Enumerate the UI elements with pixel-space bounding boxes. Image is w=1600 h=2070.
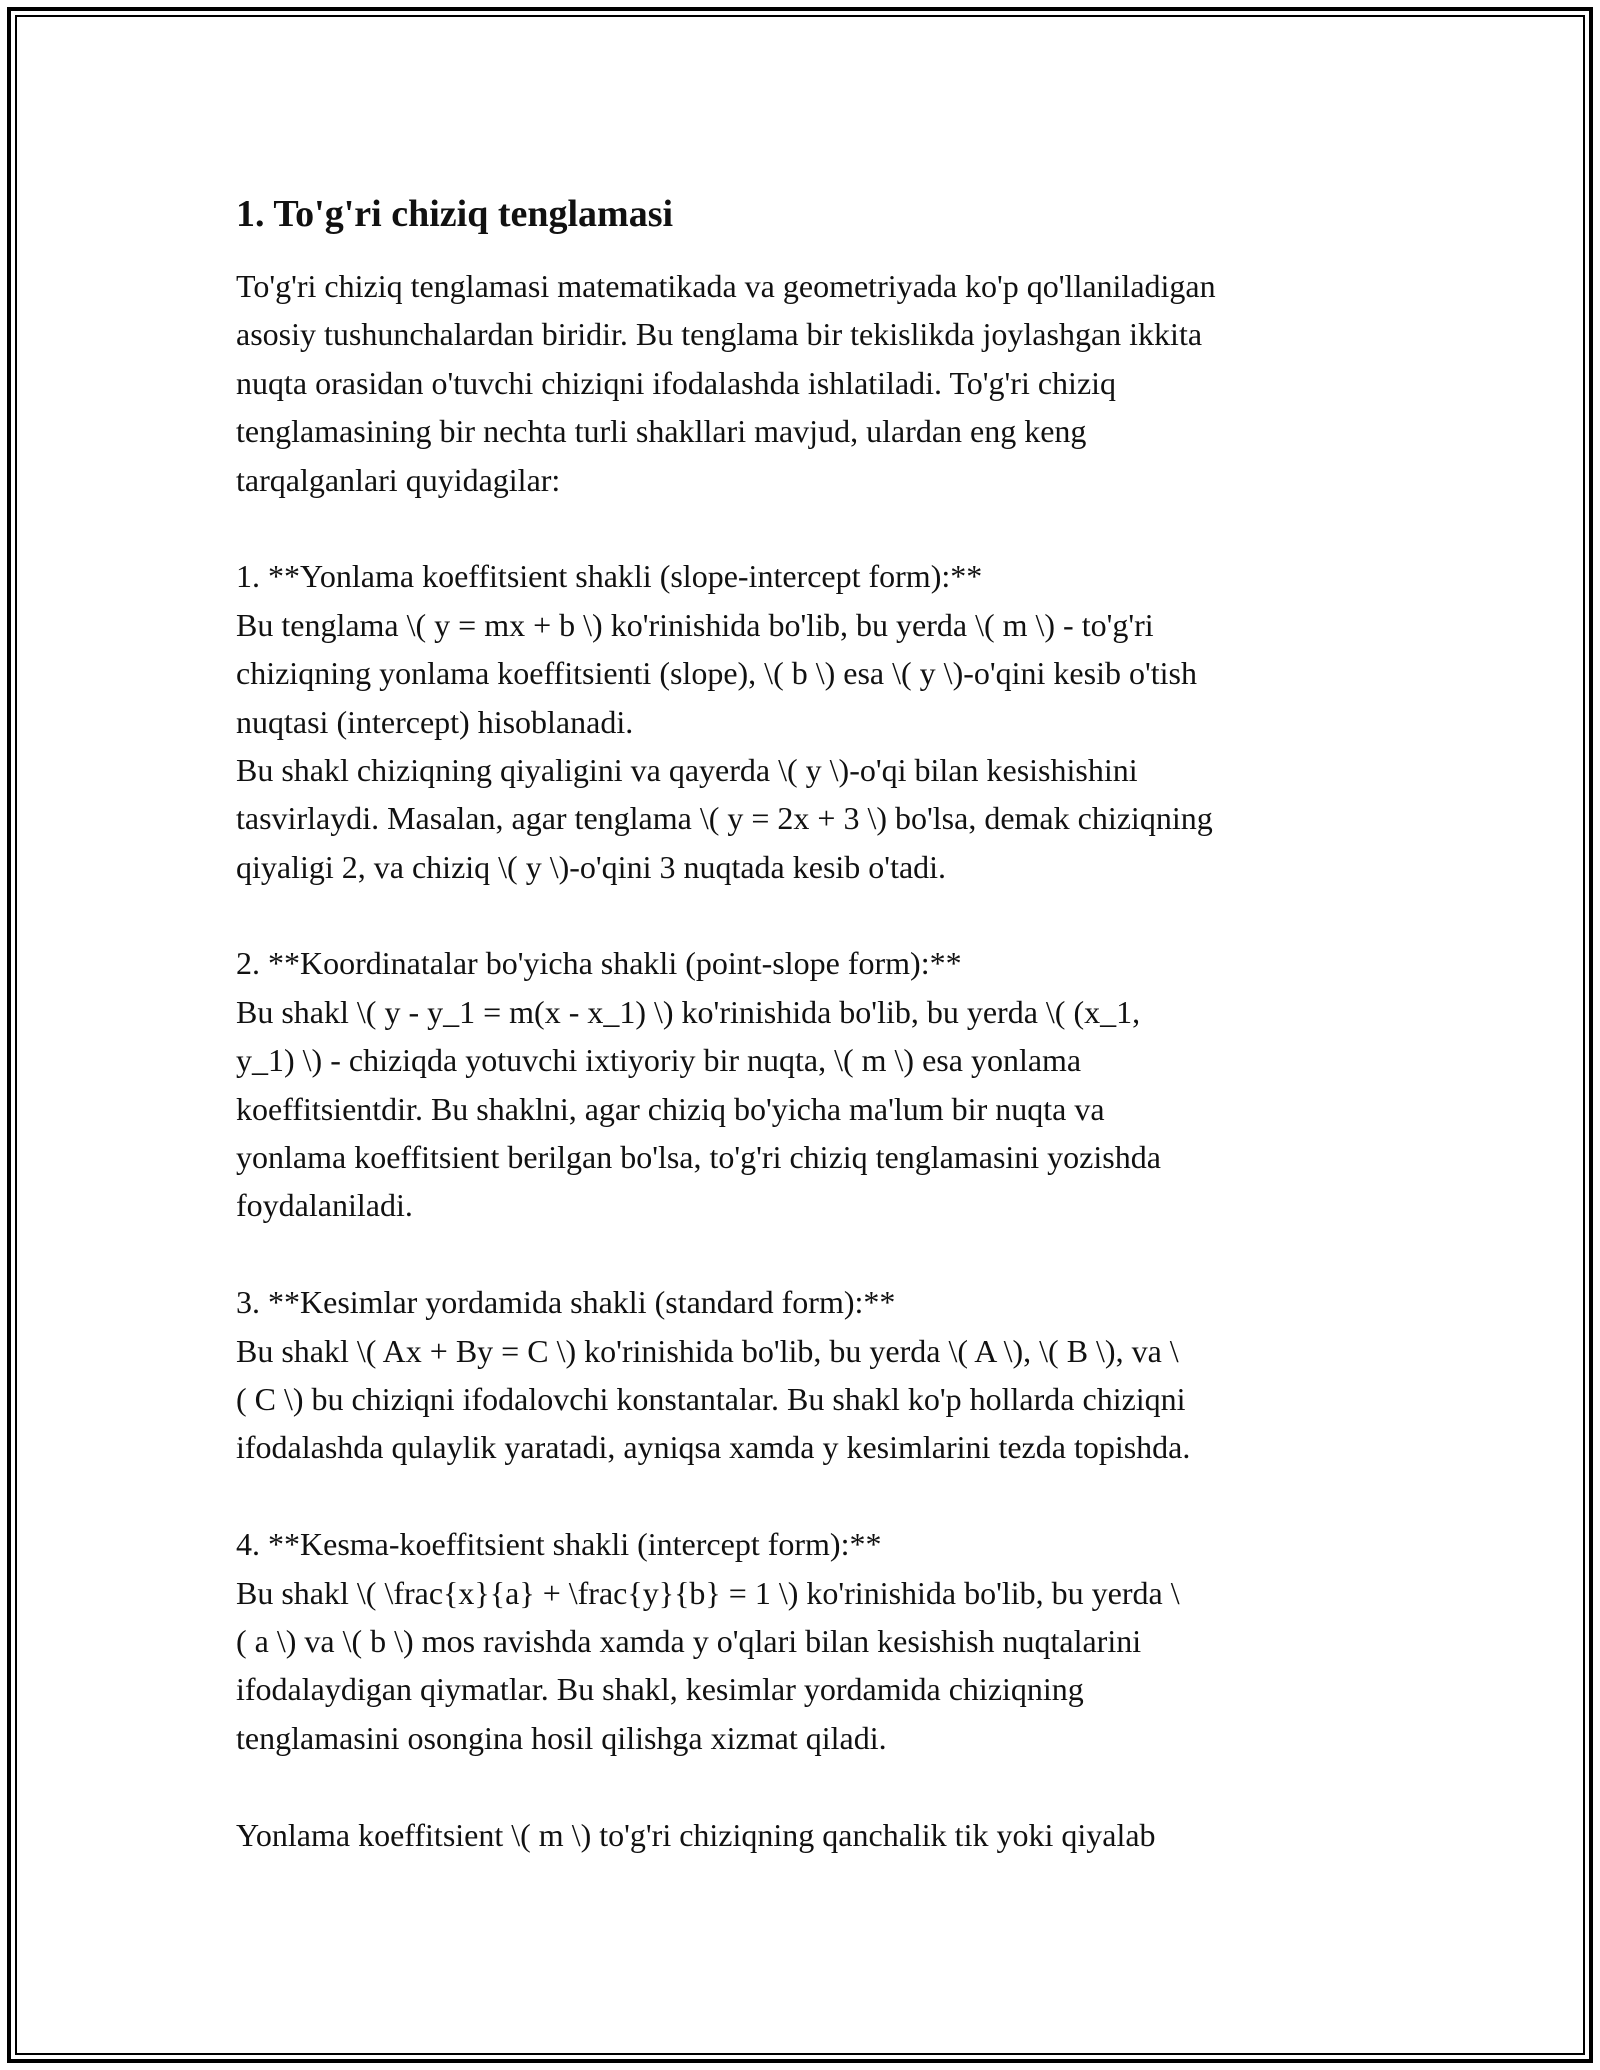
text-line: yonlama koeffitsient berilgan bo'lsa, to'g'ri chiziq tenglamasini yozishda — [236, 1139, 1161, 1176]
text-line: tasvirlaydi. Masalan, agar tenglama \( y = 2x + 3 \) bo'lsa, demak chiziqning — [236, 800, 1213, 837]
list-item-heading: 1. **Yonlama koeffitsient shakli (slope-intercept form):** — [236, 558, 983, 595]
text-line: ifodalashda qulaylik yaratadi, ayniqsa xamda y kesimlarini tezda topishda. — [236, 1429, 1191, 1466]
closing-paragraph — [236, 1811, 1396, 1859]
text-line: tenglamasining bir nechta turli shakllari mavjud, ulardan eng keng — [236, 413, 1087, 450]
paragraph-gap — [236, 891, 1396, 939]
text-line: Bu shakl \( Ax + By = C \) ko'rinishida bo'lib, bu yerda \( A \), \( B \), va \ — [236, 1332, 1179, 1369]
paragraph-gap — [236, 1472, 1396, 1520]
list-item-heading: 4. **Kesma-koeffitsient shakli (intercept form):** — [236, 1526, 882, 1563]
text-line: nuqta orasidan o'tuvchi chiziqni ifodalashda ishlatiladi. To'g'ri chiziq — [236, 364, 1117, 401]
paragraph-gap — [236, 1230, 1396, 1278]
text-line: qiyaligi 2, va chiziq \( y \)-o'qini 3 nuqtada kesib o'tadi. — [236, 848, 947, 885]
text-line: ifodalaydigan qiymatlar. Bu shakl, kesimlar yordamida chiziqning — [236, 1671, 1084, 1708]
text-line: y_1) \) - chiziqda yotuvchi ixtiyoriy bir nuqta, \( m \) esa yonlama — [236, 1042, 1082, 1079]
text-line: Bu shakl \( \frac{x}{a} + \frac{y}{b} = 1 \) ko'rinishida bo'lib, bu yerda \ — [236, 1574, 1180, 1611]
point-slope-paragraph — [236, 939, 1396, 1229]
text-line: chiziqning yonlama koeffitsienti (slope), \( b \) esa \( y \)-o'qini kesib o'tish — [236, 655, 1197, 692]
text-line: Bu shakl chiziqning qiyaligini va qayerda \( y \)-o'qi bilan kesishishini — [236, 751, 1138, 788]
intro-paragraph — [236, 262, 1396, 504]
intercept-form-paragraph — [236, 1520, 1396, 1762]
text-line: Bu shakl \( y - y_1 = m(x - x_1) \) ko'rinishida bo'lib, bu yerda \( (x_1, — [236, 993, 1141, 1030]
text-line: To'g'ri chiziq tenglamasi matematikada va geometriyada ko'p qo'llaniladigan — [236, 268, 1216, 304]
paragraph-gap — [236, 504, 1396, 552]
text-line: tenglamasini osongina hosil qilishga xizmat qiladi. — [236, 1719, 887, 1756]
text-line: ( a \) va \( b \) mos ravishda xamda y o'qlari bilan kesishish nuqtalarini — [236, 1622, 1142, 1659]
text-line: asosiy tushunchalardan biridir. Bu tenglama bir tekislikda joylashgan ikkita — [236, 316, 1203, 353]
paragraph-gap — [236, 1762, 1396, 1810]
slope-intercept-paragraph — [236, 552, 1396, 891]
text-line: Bu tenglama \( y = mx + b \) ko'rinishida bo'lib, bu yerda \( m \) - to'g'ri — [236, 606, 1154, 643]
text-line: Yonlama koeffitsient \( m \) to'g'ri chiziqning qanchalik tik yoki qiyalab — [236, 1816, 1156, 1853]
text-line: koeffitsientdir. Bu shaklni, agar chiziq bo'yicha ma'lum bir nuqta va — [236, 1090, 1105, 1127]
standard-form-paragraph — [236, 1278, 1396, 1472]
text-line: foydalaniladi. — [236, 1187, 413, 1224]
section-title: 1. To'g'ri chiziq tenglamasi — [236, 193, 674, 235]
text-line: tarqalganlari quyidagilar: — [236, 461, 561, 498]
list-item-heading: 3. **Kesimlar yordamida shakli (standard form):** — [236, 1284, 896, 1321]
text-line: ( C \) bu chiziqni ifodalovchi konstantalar. Bu shakl ko'p hollarda chiziqni — [236, 1380, 1186, 1417]
list-item-heading: 2. **Koordinatalar bo'yicha shakli (point-slope form):** — [236, 945, 962, 982]
document-page — [236, 186, 1396, 1859]
text-line: nuqtasi (intercept) hisoblanadi. — [236, 703, 634, 740]
